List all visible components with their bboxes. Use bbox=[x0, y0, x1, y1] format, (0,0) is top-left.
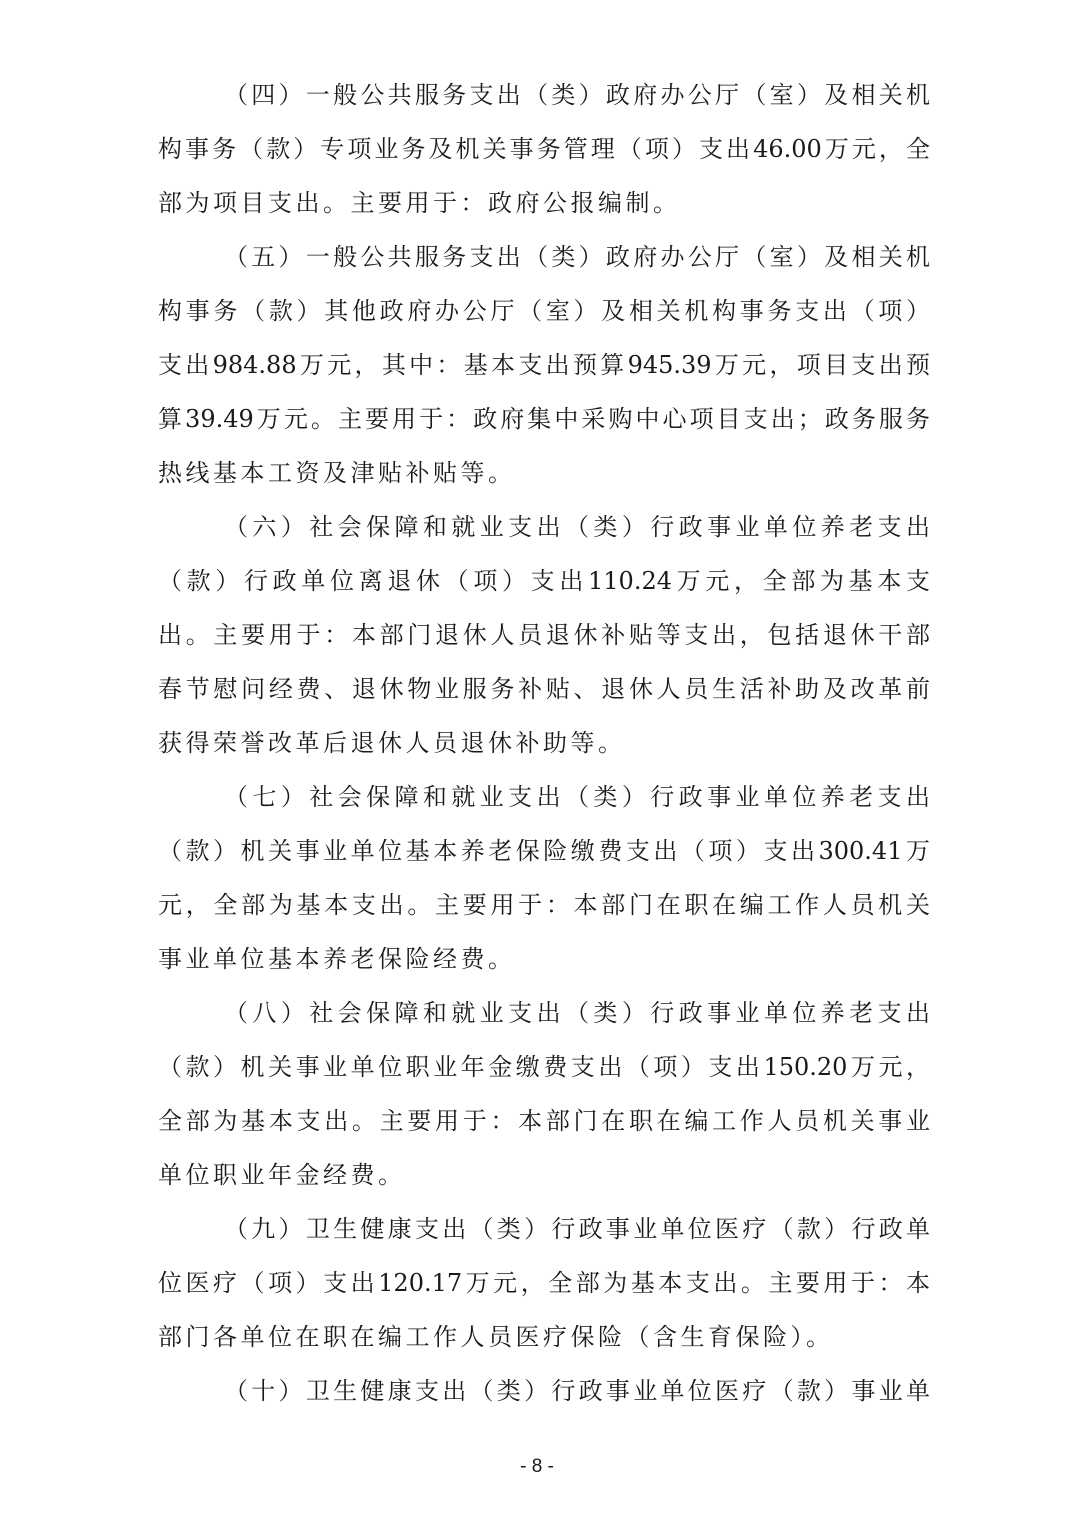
text-line: （八）社会保障和就业支出（类）行政事业单位养老支出 bbox=[224, 999, 930, 1027]
text-line: （十）卫生健康支出（类）行政事业单位医疗（款）事业单 bbox=[224, 1377, 930, 1405]
text-line: （四）一般公共服务支出（类）政府办公厅（室）及相关机 bbox=[224, 81, 930, 109]
text-line: 全部为基本支出。主要用于：本部门在职在编工作人员机关事业 bbox=[158, 1107, 930, 1135]
text-line: （九）卫生健康支出（类）行政事业单位医疗（款）行政单 bbox=[224, 1215, 930, 1243]
paragraph-item-7 bbox=[158, 770, 930, 986]
text-line: 算39.49万元。主要用于：政府集中采购中心项目支出；政务服务 bbox=[158, 405, 930, 433]
document-body bbox=[158, 68, 930, 1418]
paragraph-item-10 bbox=[158, 1364, 930, 1418]
paragraph-item-5 bbox=[158, 230, 930, 500]
paragraph-item-4 bbox=[158, 68, 930, 230]
text-line: 部门各单位在职在编工作人员医疗保险（含生育保险）。 bbox=[158, 1323, 834, 1351]
text-line: 构事务（款）其他政府办公厅（室）及相关机构事务支出（项） bbox=[158, 297, 930, 325]
text-line: 春节慰问经费、退休物业服务补贴、退休人员生活补助及改革前 bbox=[158, 675, 930, 703]
paragraph-item-8 bbox=[158, 986, 930, 1202]
text-line: （五）一般公共服务支出（类）政府办公厅（室）及相关机 bbox=[224, 243, 930, 271]
text-line: 单位职业年金经费。 bbox=[158, 1161, 406, 1189]
text-line: （六）社会保障和就业支出（类）行政事业单位养老支出 bbox=[224, 513, 930, 541]
text-line: 事业单位基本养老保险经费。 bbox=[158, 945, 516, 973]
text-line: 获得荣誉改革后退休人员退休补助等。 bbox=[158, 729, 626, 757]
text-line: 构事务（款）专项业务及机关事务管理（项）支出46.00万元，全 bbox=[158, 135, 930, 163]
text-line: 出。主要用于：本部门退休人员退休补贴等支出，包括退休干部 bbox=[158, 621, 930, 649]
paragraph-item-9 bbox=[158, 1202, 930, 1364]
text-line: （七）社会保障和就业支出（类）行政事业单位养老支出 bbox=[224, 783, 930, 811]
paragraph-item-6 bbox=[158, 500, 930, 770]
text-line: 部为项目支出。主要用于：政府公报编制。 bbox=[158, 189, 681, 217]
text-line: （款）机关事业单位职业年金缴费支出（项）支出150.20万元， bbox=[158, 1053, 930, 1081]
text-line: 支出984.88万元，其中：基本支出预算945.39万元，项目支出预 bbox=[158, 351, 930, 379]
text-line: 位医疗（项）支出120.17万元，全部为基本支出。主要用于：本 bbox=[158, 1269, 930, 1297]
page-number: - 8 - bbox=[520, 1456, 554, 1477]
text-line: （款）机关事业单位基本养老保险缴费支出（项）支出300.41万 bbox=[158, 837, 930, 865]
text-line: 元，全部为基本支出。主要用于：本部门在职在编工作人员机关 bbox=[158, 891, 930, 919]
text-line: 热线基本工资及津贴补贴等。 bbox=[158, 459, 516, 487]
text-line: （款）行政单位离退休（项）支出110.24万元，全部为基本支 bbox=[158, 567, 930, 595]
